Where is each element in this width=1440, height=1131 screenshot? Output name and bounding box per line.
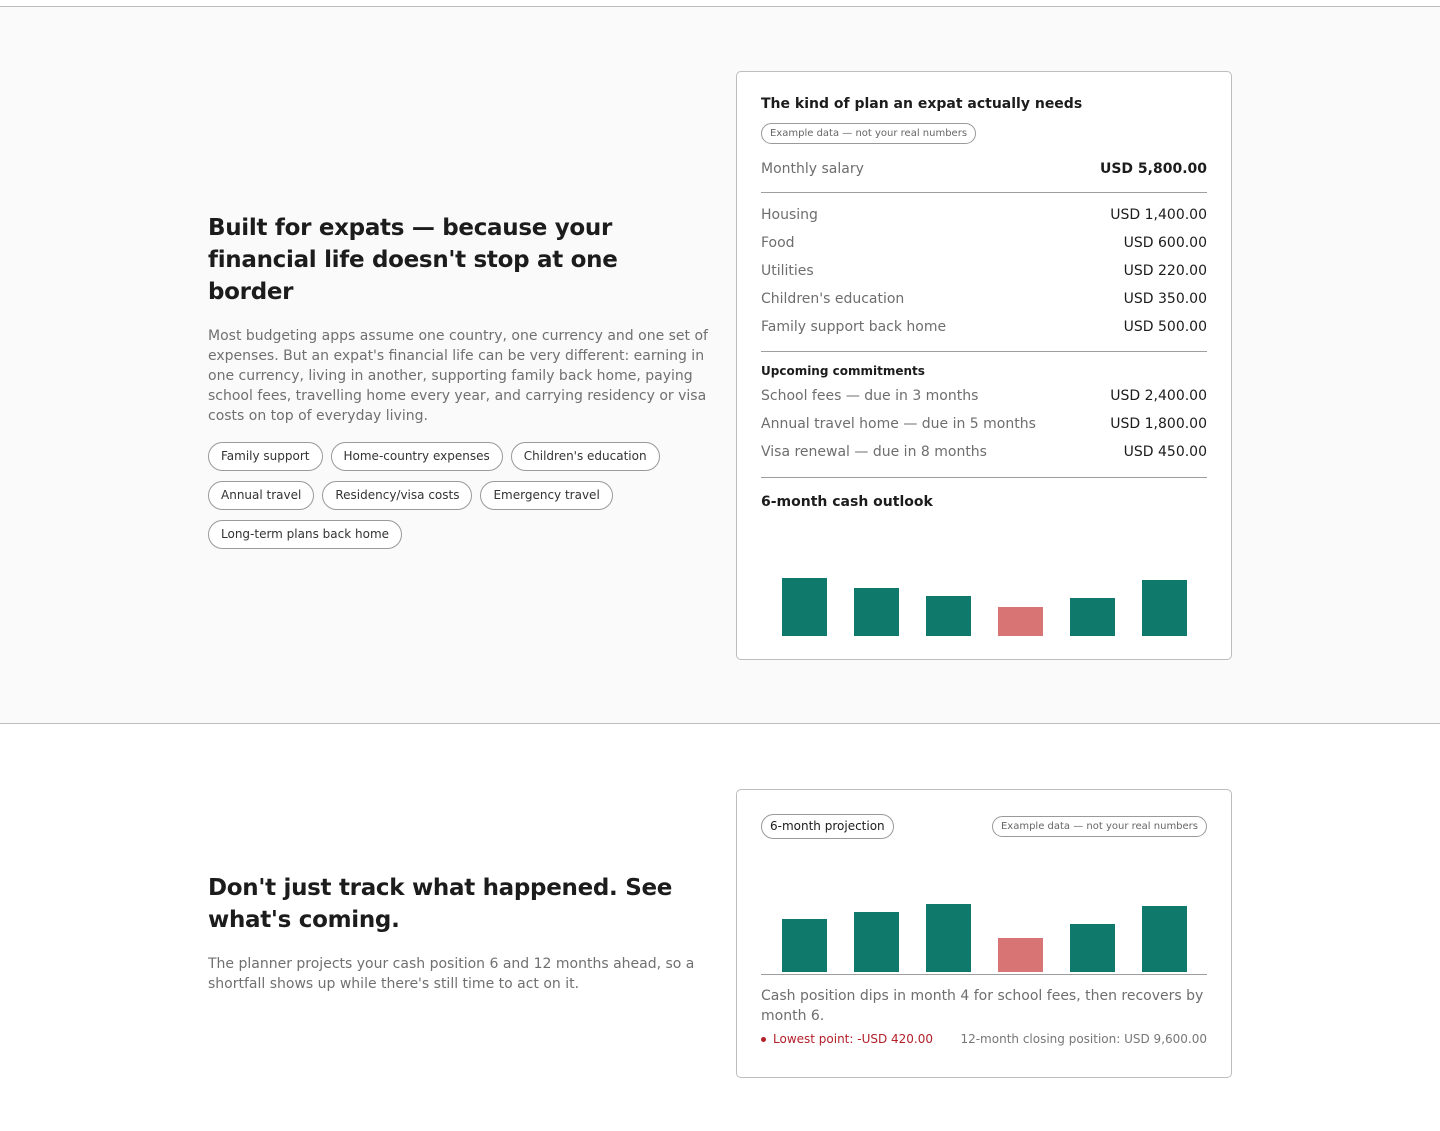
chart-bar [782,578,827,636]
projection-footer [761,1032,1207,1046]
expat-intro [208,212,708,549]
example-data-badge: Example data — not your real numbers [761,123,976,144]
chart-bar [1070,598,1115,636]
row-value: USD 2,400.00 [1110,388,1207,404]
feature-chip: Emergency travel [480,481,612,510]
divider [761,351,1207,352]
row-label: Family support back home [761,319,947,335]
chart-bar [926,596,971,636]
feature-chip: Residency/visa costs [322,481,472,510]
outlook-title: 6-month cash outlook [761,494,933,510]
expat-paragraph: Most budgeting apps assume one country, one currency and one set of expenses. But an expat's financial life can be very different: earning in one currency, living in another, supporting family back home, paying school fees, travelling home every year, and carrying residency or visa costs on top of everyday living. [208,328,708,424]
row-label: Food [761,235,795,251]
feature-chip: Long-term plans back home [208,520,402,549]
salary-row [761,155,1207,183]
projection-section [0,725,1440,1131]
projection-tag: 6-month projection [761,814,894,839]
feature-chip: Home-country expenses [331,442,503,471]
commitment-row [761,438,1207,466]
row-label: School fees — due in 3 months [761,388,979,404]
chart-bar [1142,906,1187,972]
projection-note: Cash position dips in month 4 for school fees, then recovers by month 6. [761,988,1204,1024]
chart-bar [782,919,827,972]
expense-row [761,201,1207,229]
lowest-point-text: Lowest point: -USD 420.00 [773,1032,934,1046]
row-label: Annual travel home — due in 5 months [761,416,1036,432]
row-value: USD 450.00 [1123,444,1207,460]
example-data-badge: Example data — not your real numbers [992,816,1207,837]
projection-heading: Don't just track what happened. See what's coming. [208,875,673,933]
chart-bar [1142,580,1187,636]
salary-value: USD 5,800.00 [1099,161,1207,177]
chart-bar [854,588,899,636]
row-value: USD 1,800.00 [1110,416,1207,432]
commitment-row [761,410,1207,438]
divider [761,477,1207,478]
expense-row [761,257,1207,285]
commitment-row [761,382,1207,410]
row-label: Visa renewal — due in 8 months [761,444,987,460]
expense-row [761,313,1207,341]
projection-intro [208,872,708,994]
row-label: Utilities [761,263,814,279]
cash-outlook-chart [761,514,1207,644]
closing-position: 12-month closing position: USD 9,600.00 [960,1032,1207,1046]
row-value: USD 220.00 [1123,263,1207,279]
row-label: Children's education [761,291,905,307]
row-label: Housing [761,207,818,223]
expense-list [761,201,1207,341]
expat-section [0,7,1440,724]
commitment-list [761,382,1207,466]
chart-bar [998,607,1043,636]
chart-bar [1070,924,1115,972]
expense-row [761,229,1207,257]
divider [761,192,1207,193]
divider [761,974,1207,975]
chart-bar [854,912,899,972]
projection-paragraph: The planner projects your cash position 6 and 12 months ahead, so a shortfall shows up while there's still time to act on it. [208,956,695,992]
plan-card-title: The kind of plan an expat actually needs [761,96,1083,112]
expat-heading: Built for expats — because your financial life doesn't stop at one border [208,215,618,305]
row-value: USD 500.00 [1123,319,1207,335]
alert-dot-icon [761,1037,766,1042]
lowest-point [761,1032,933,1046]
row-value: USD 1,400.00 [1110,207,1207,223]
expense-row [761,285,1207,313]
feature-chip: Children's education [511,442,660,471]
expat-chips [208,442,708,549]
feature-chip: Family support [208,442,323,471]
chart-bar [998,938,1043,972]
row-value: USD 350.00 [1123,291,1207,307]
projection-chart [761,847,1207,973]
salary-label: Monthly salary [761,161,864,177]
chart-bar [926,904,971,972]
feature-chip: Annual travel [208,481,314,510]
row-value: USD 600.00 [1123,235,1207,251]
expat-plan-card [736,71,1232,660]
projection-card [736,789,1232,1078]
commitments-heading: Upcoming commitments [761,364,925,378]
